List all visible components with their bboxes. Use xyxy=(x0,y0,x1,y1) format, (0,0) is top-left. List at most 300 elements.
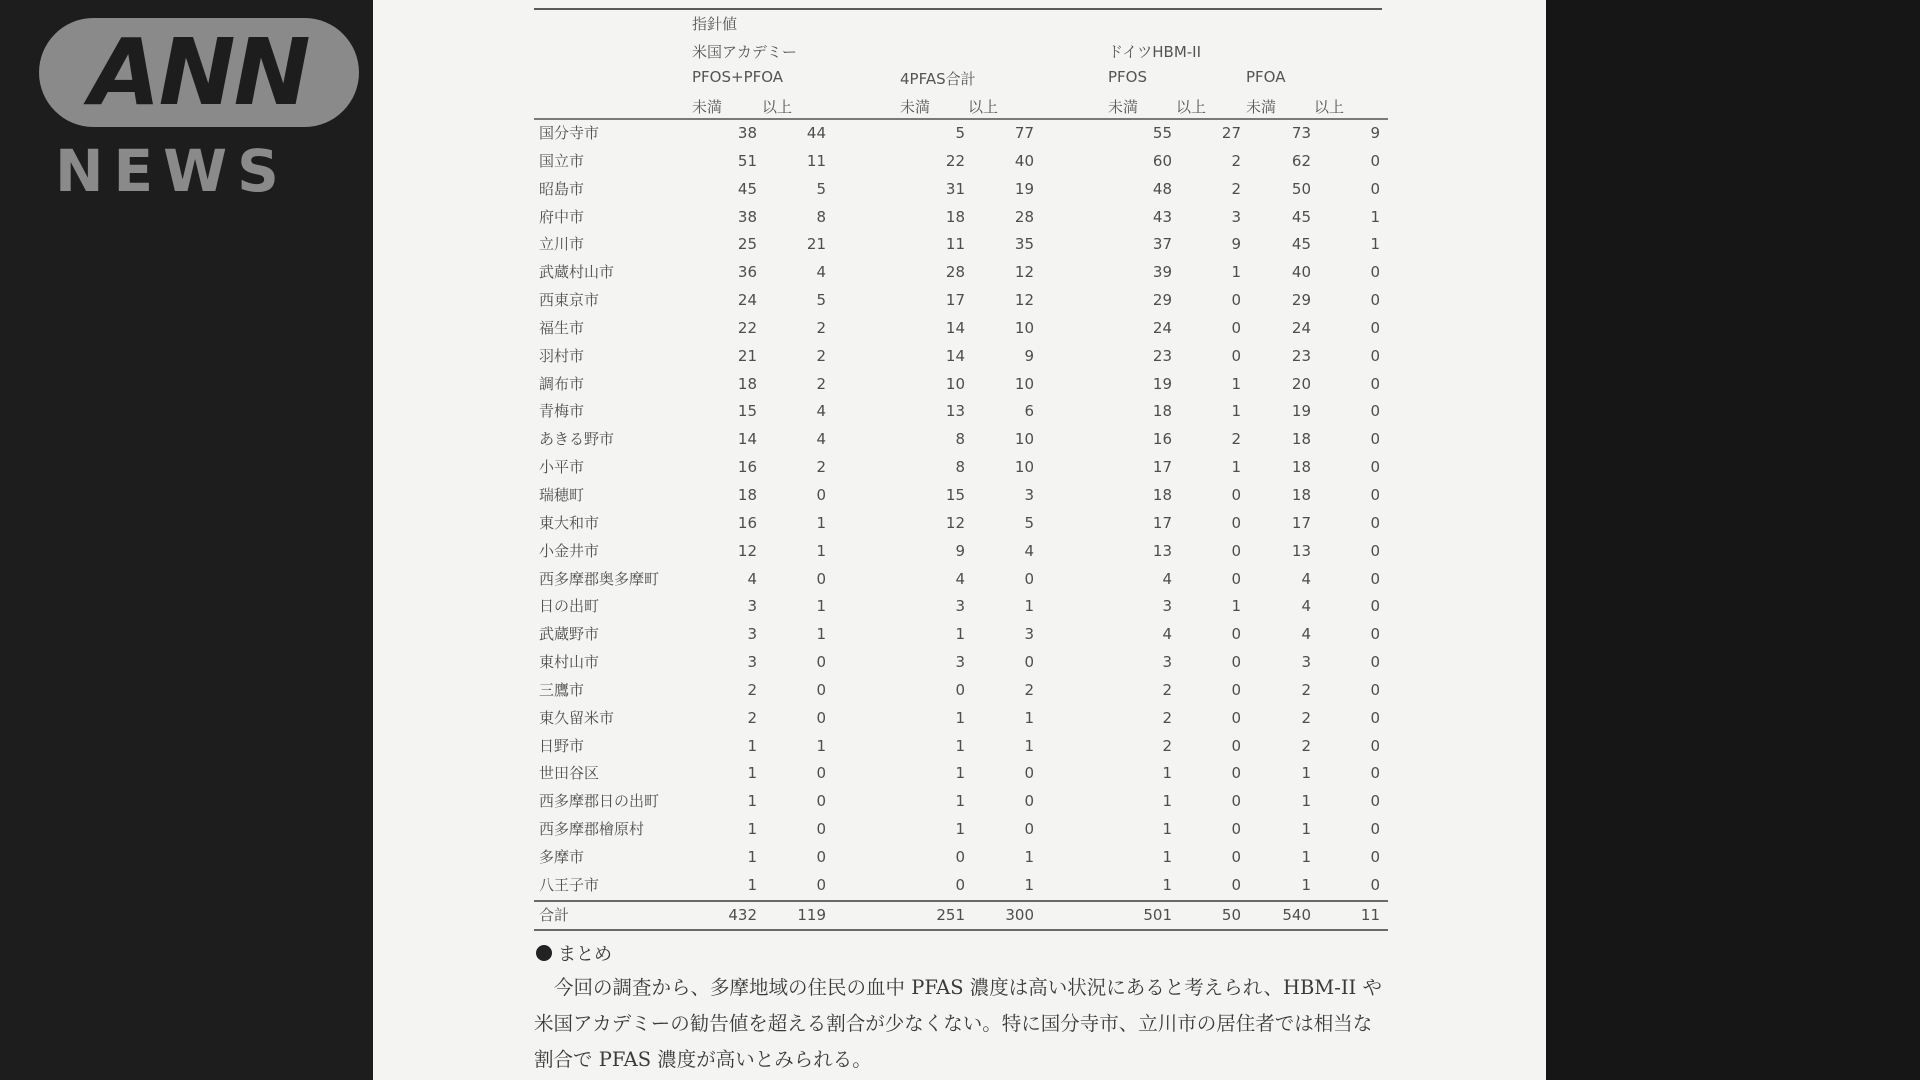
count-cell: 3 xyxy=(1162,653,1172,672)
count-cell: 39 xyxy=(1152,263,1172,282)
count-cell: 10 xyxy=(945,374,965,393)
count-cell: 5 xyxy=(816,179,826,198)
left-border xyxy=(0,0,373,1080)
count-cell: 2 xyxy=(1301,708,1311,727)
count-cell: 501 xyxy=(1042,901,1180,931)
count-cell: 1 xyxy=(747,820,757,839)
count-cell: 51 xyxy=(737,151,757,170)
count-cell: 8 xyxy=(955,458,965,477)
count-cell: 1 xyxy=(955,764,965,783)
count-cell: 0 xyxy=(816,708,826,727)
table-row xyxy=(534,760,1388,788)
count-cell: 4 xyxy=(816,263,826,282)
table-row xyxy=(534,454,1388,482)
count-cell: 432 xyxy=(684,901,765,931)
count-cell: 1 xyxy=(955,625,965,644)
count-cell: 73 xyxy=(1291,124,1311,142)
municipality-cell: 日野市 xyxy=(539,736,585,755)
count-cell: 9 xyxy=(1370,124,1380,142)
count-cell: 18 xyxy=(945,207,965,226)
count-cell: 29 xyxy=(1152,291,1172,310)
count-cell: 2 xyxy=(1024,680,1034,699)
count-cell: 2 xyxy=(816,346,826,365)
count-cell: 0 xyxy=(1370,625,1380,644)
count-cell: 8 xyxy=(955,430,965,449)
count-cell: 119 xyxy=(765,901,834,931)
count-cell: 0 xyxy=(816,485,826,504)
count-cell: 0 xyxy=(1370,764,1380,783)
table-row xyxy=(534,398,1388,426)
header-4pfas: 4PFAS合計 xyxy=(900,70,976,88)
count-cell: 19 xyxy=(1014,179,1034,198)
count-cell: 0 xyxy=(1370,485,1380,504)
document-page xyxy=(373,0,1546,1080)
count-cell: 16 xyxy=(737,458,757,477)
count-cell: 4 xyxy=(1162,625,1172,644)
table-row xyxy=(534,287,1388,315)
count-cell: 24 xyxy=(1152,318,1172,337)
count-cell: 1 xyxy=(1301,764,1311,783)
count-cell: 0 xyxy=(1370,653,1380,672)
municipality-cell: 三鷹市 xyxy=(539,680,585,699)
count-cell: 14 xyxy=(945,318,965,337)
count-cell: 1 xyxy=(1370,235,1380,254)
header-guideline: 指針値 xyxy=(692,15,738,33)
count-cell: 13 xyxy=(1291,541,1311,560)
count-cell: 0 xyxy=(1231,625,1241,644)
count-cell: 24 xyxy=(1291,318,1311,337)
header-pfoa: PFOA xyxy=(1246,68,1286,86)
count-cell: 4 xyxy=(1024,541,1034,560)
count-cell: 1 xyxy=(1024,875,1034,894)
table-row xyxy=(534,426,1388,454)
count-cell: 0 xyxy=(1370,151,1380,170)
header-over: 以上 xyxy=(1176,98,1207,116)
count-cell: 18 xyxy=(1291,430,1311,449)
count-cell: 3 xyxy=(747,597,757,616)
municipality-cell: 福生市 xyxy=(539,318,585,337)
count-cell: 251 xyxy=(834,901,973,931)
count-cell: 1 xyxy=(955,708,965,727)
count-cell: 1 xyxy=(1231,458,1241,477)
count-cell: 11 xyxy=(1319,901,1388,931)
table-total-row xyxy=(534,901,1388,931)
count-cell: 77 xyxy=(1014,124,1034,142)
count-cell: 0 xyxy=(1231,569,1241,588)
count-cell: 5 xyxy=(816,291,826,310)
count-cell: 0 xyxy=(1231,875,1241,894)
table-row xyxy=(534,593,1388,621)
count-cell: 21 xyxy=(737,346,757,365)
count-cell: 4 xyxy=(955,569,965,588)
count-cell: 9 xyxy=(1024,346,1034,365)
ann-logo-text: ANN xyxy=(89,18,309,126)
header-pfos: PFOS xyxy=(1108,68,1148,86)
ann-logo xyxy=(39,18,359,127)
count-cell: 16 xyxy=(1152,430,1172,449)
municipality-cell: あきる野市 xyxy=(539,430,615,449)
count-cell: 50 xyxy=(1180,901,1249,931)
count-cell: 1 xyxy=(1231,374,1241,393)
count-cell: 38 xyxy=(737,124,757,142)
count-cell: 1 xyxy=(747,764,757,783)
count-cell: 13 xyxy=(945,402,965,421)
count-cell: 10 xyxy=(1014,458,1034,477)
count-cell: 2 xyxy=(816,318,826,337)
header-pfos-pfoa: PFOS+PFOA xyxy=(692,68,784,86)
count-cell: 15 xyxy=(737,402,757,421)
count-cell: 1 xyxy=(816,625,826,644)
count-cell: 10 xyxy=(1014,430,1034,449)
count-cell: 40 xyxy=(1014,151,1034,170)
count-cell: 0 xyxy=(816,653,826,672)
municipality-cell: 青梅市 xyxy=(539,402,585,421)
count-cell: 0 xyxy=(1024,764,1034,783)
count-cell: 2 xyxy=(1162,680,1172,699)
count-cell: 36 xyxy=(737,263,757,282)
count-cell: 0 xyxy=(1231,764,1241,783)
municipality-cell: 日の出町 xyxy=(539,597,600,616)
header-over: 以上 xyxy=(968,98,999,116)
count-cell: 1 xyxy=(1231,597,1241,616)
count-cell: 12 xyxy=(1014,291,1034,310)
count-cell: 0 xyxy=(1370,541,1380,560)
header-over: 以上 xyxy=(1314,98,1345,116)
count-cell: 18 xyxy=(737,374,757,393)
count-cell: 0 xyxy=(1231,820,1241,839)
count-cell: 0 xyxy=(955,680,965,699)
count-cell: 55 xyxy=(1152,124,1172,142)
count-cell: 0 xyxy=(1370,680,1380,699)
bullet-dot-icon xyxy=(536,945,552,961)
count-cell: 12 xyxy=(737,541,757,560)
count-cell: 1 xyxy=(816,597,826,616)
count-cell: 37 xyxy=(1152,235,1172,254)
municipality-cell: 立川市 xyxy=(539,235,585,254)
table-row xyxy=(534,677,1388,705)
count-cell: 23 xyxy=(1152,346,1172,365)
table-row xyxy=(534,733,1388,761)
table-row xyxy=(534,510,1388,538)
count-cell: 19 xyxy=(1152,374,1172,393)
count-cell: 20 xyxy=(1291,374,1311,393)
count-cell: 2 xyxy=(1162,736,1172,755)
count-cell: 0 xyxy=(816,820,826,839)
count-cell: 2 xyxy=(1231,151,1241,170)
municipality-cell: 小平市 xyxy=(539,458,585,477)
header-under: 未満 xyxy=(1108,98,1139,116)
count-cell: 0 xyxy=(816,680,826,699)
count-cell: 9 xyxy=(1231,235,1241,254)
count-cell: 29 xyxy=(1291,291,1311,310)
count-cell: 0 xyxy=(955,847,965,866)
header-academy: 米国アカデミー xyxy=(692,43,797,61)
header-under: 未満 xyxy=(692,98,723,116)
municipality-cell: 多摩市 xyxy=(539,847,585,866)
count-cell: 6 xyxy=(1024,402,1034,421)
municipality-cell: 東大和市 xyxy=(539,513,600,532)
count-cell: 22 xyxy=(737,318,757,337)
count-cell: 1 xyxy=(955,820,965,839)
pfas-table xyxy=(534,8,1382,924)
data-table xyxy=(534,118,1388,931)
table-row xyxy=(534,538,1388,566)
count-cell: 0 xyxy=(1370,263,1380,282)
count-cell: 38 xyxy=(737,207,757,226)
count-cell: 3 xyxy=(955,653,965,672)
count-cell: 31 xyxy=(945,179,965,198)
count-cell: 10 xyxy=(1014,374,1034,393)
count-cell: 1 xyxy=(1301,792,1311,811)
count-cell: 1 xyxy=(747,792,757,811)
count-cell: 0 xyxy=(1231,708,1241,727)
municipality-cell: 調布市 xyxy=(539,374,585,393)
count-cell: 19 xyxy=(1291,402,1311,421)
count-cell: 11 xyxy=(945,235,965,254)
table-row xyxy=(534,788,1388,816)
count-cell: 2 xyxy=(1301,680,1311,699)
count-cell: 45 xyxy=(737,179,757,198)
count-cell: 0 xyxy=(1370,458,1380,477)
municipality-cell: 瑞穂町 xyxy=(539,485,585,504)
count-cell: 0 xyxy=(1370,374,1380,393)
count-cell: 0 xyxy=(1370,430,1380,449)
count-cell: 45 xyxy=(1291,207,1311,226)
table-row xyxy=(534,482,1388,510)
count-cell: 0 xyxy=(1024,653,1034,672)
count-cell: 3 xyxy=(955,597,965,616)
count-cell: 1 xyxy=(1162,764,1172,783)
municipality-cell: 国分寺市 xyxy=(539,124,600,142)
count-cell: 1 xyxy=(1162,792,1172,811)
count-cell: 4 xyxy=(1301,625,1311,644)
count-cell: 17 xyxy=(945,291,965,310)
count-cell: 0 xyxy=(816,792,826,811)
count-cell: 3 xyxy=(747,653,757,672)
count-cell: 0 xyxy=(1231,792,1241,811)
count-cell: 1 xyxy=(1301,847,1311,866)
count-cell: 2 xyxy=(1162,708,1172,727)
count-cell: 2 xyxy=(1231,430,1241,449)
municipality-cell: 世田谷区 xyxy=(539,764,600,783)
count-cell: 1 xyxy=(816,541,826,560)
count-cell: 0 xyxy=(1370,875,1380,894)
count-cell: 28 xyxy=(945,263,965,282)
count-cell: 40 xyxy=(1291,263,1311,282)
municipality-cell: 西東京市 xyxy=(539,291,600,310)
count-cell: 2 xyxy=(1301,736,1311,755)
count-cell: 1 xyxy=(816,513,826,532)
count-cell: 1 xyxy=(747,875,757,894)
count-cell: 3 xyxy=(1024,485,1034,504)
count-cell: 45 xyxy=(1291,235,1311,254)
count-cell: 0 xyxy=(1231,513,1241,532)
count-cell: 18 xyxy=(1152,485,1172,504)
count-cell: 0 xyxy=(1370,346,1380,365)
count-cell: 0 xyxy=(1231,541,1241,560)
count-cell: 2 xyxy=(816,374,826,393)
count-cell: 25 xyxy=(737,235,757,254)
header-under: 未満 xyxy=(900,98,931,116)
count-cell: 1 xyxy=(1301,820,1311,839)
count-cell: 1 xyxy=(1024,847,1034,866)
count-cell: 48 xyxy=(1152,179,1172,198)
municipality-cell: 西多摩郡檜原村 xyxy=(539,820,645,839)
count-cell: 1 xyxy=(1162,820,1172,839)
count-cell: 43 xyxy=(1152,207,1172,226)
count-cell: 0 xyxy=(955,875,965,894)
table-row xyxy=(534,872,1388,901)
count-cell: 1 xyxy=(1024,597,1034,616)
count-cell: 0 xyxy=(1231,736,1241,755)
count-cell: 24 xyxy=(737,291,757,310)
count-cell: 4 xyxy=(816,402,826,421)
table-row xyxy=(534,315,1388,343)
count-cell: 0 xyxy=(1024,792,1034,811)
count-cell: 0 xyxy=(1370,736,1380,755)
municipality-cell: 国立市 xyxy=(539,151,585,170)
table-row xyxy=(534,176,1388,204)
count-cell: 2 xyxy=(816,458,826,477)
count-cell: 17 xyxy=(1152,513,1172,532)
count-cell: 17 xyxy=(1291,513,1311,532)
count-cell: 5 xyxy=(1024,513,1034,532)
summary-title-text: まとめ xyxy=(558,944,612,965)
count-cell: 0 xyxy=(1231,680,1241,699)
count-cell: 0 xyxy=(1024,569,1034,588)
municipality-cell: 府中市 xyxy=(539,207,585,226)
count-cell: 0 xyxy=(1370,708,1380,727)
count-cell: 1 xyxy=(1370,207,1380,226)
count-cell: 18 xyxy=(1152,402,1172,421)
summary-heading xyxy=(536,940,612,966)
count-cell: 1 xyxy=(955,736,965,755)
municipality-cell: 合計 xyxy=(534,901,684,931)
count-cell: 44 xyxy=(806,124,826,142)
count-cell: 1 xyxy=(1162,875,1172,894)
count-cell: 15 xyxy=(945,485,965,504)
count-cell: 540 xyxy=(1249,901,1319,931)
count-cell: 0 xyxy=(1370,179,1380,198)
header-hbm: ドイツHBM-II xyxy=(1108,43,1202,61)
table-row xyxy=(534,371,1388,399)
count-cell: 0 xyxy=(1370,792,1380,811)
table-row xyxy=(534,343,1388,371)
table-row xyxy=(534,204,1388,232)
municipality-cell: 東村山市 xyxy=(539,653,600,672)
summary-paragraph: 今回の調査から、多摩地域の住民の血中 PFAS 濃度は高い状況にあると考えられ、HBM-II や米国アカデミーの勧告値を超える割合が少なくない。特に国分寺市、立川市の居住者では相当な割合で PFAS 濃度が高いとみられる。 xyxy=(534,976,1382,1071)
count-cell: 0 xyxy=(1370,291,1380,310)
header-under: 未満 xyxy=(1246,98,1277,116)
count-cell: 1 xyxy=(747,847,757,866)
count-cell: 50 xyxy=(1291,179,1311,198)
municipality-cell: 西多摩郡日の出町 xyxy=(539,792,660,811)
table-top-rule xyxy=(534,8,1382,10)
count-cell: 4 xyxy=(747,569,757,588)
count-cell: 0 xyxy=(1370,318,1380,337)
municipality-cell: 武蔵野市 xyxy=(539,625,600,644)
count-cell: 28 xyxy=(1014,207,1034,226)
count-cell: 1 xyxy=(816,736,826,755)
count-cell: 16 xyxy=(737,513,757,532)
count-cell: 0 xyxy=(816,875,826,894)
count-cell: 300 xyxy=(973,901,1042,931)
count-cell: 2 xyxy=(747,680,757,699)
count-cell: 18 xyxy=(737,485,757,504)
count-cell: 0 xyxy=(816,847,826,866)
count-cell: 3 xyxy=(747,625,757,644)
count-cell: 2 xyxy=(1231,179,1241,198)
count-cell: 9 xyxy=(955,541,965,560)
count-cell: 27 xyxy=(1221,124,1241,142)
count-cell: 0 xyxy=(1231,847,1241,866)
count-cell: 4 xyxy=(1301,597,1311,616)
count-cell: 35 xyxy=(1014,235,1034,254)
table-row xyxy=(534,705,1388,733)
count-cell: 8 xyxy=(816,207,826,226)
table-row xyxy=(534,231,1388,259)
table-row xyxy=(534,816,1388,844)
count-cell: 0 xyxy=(1370,820,1380,839)
table-row xyxy=(534,566,1388,594)
count-cell: 11 xyxy=(806,151,826,170)
count-cell: 17 xyxy=(1152,458,1172,477)
count-cell: 0 xyxy=(1231,318,1241,337)
municipality-cell: 羽村市 xyxy=(539,346,585,365)
count-cell: 18 xyxy=(1291,485,1311,504)
table-row xyxy=(534,148,1388,176)
count-cell: 0 xyxy=(1370,847,1380,866)
count-cell: 14 xyxy=(945,346,965,365)
count-cell: 0 xyxy=(816,764,826,783)
count-cell: 0 xyxy=(1370,569,1380,588)
news-logo-text: NEWS xyxy=(55,137,289,205)
count-cell: 1 xyxy=(1231,402,1241,421)
count-cell: 13 xyxy=(1152,541,1172,560)
count-cell: 1 xyxy=(1162,847,1172,866)
count-cell: 1 xyxy=(1231,263,1241,282)
count-cell: 1 xyxy=(1024,708,1034,727)
count-cell: 0 xyxy=(1231,346,1241,365)
count-cell: 1 xyxy=(1301,875,1311,894)
count-cell: 12 xyxy=(945,513,965,532)
table-row xyxy=(534,259,1388,287)
table-row xyxy=(534,119,1388,148)
count-cell: 1 xyxy=(955,792,965,811)
count-cell: 18 xyxy=(1291,458,1311,477)
count-cell: 21 xyxy=(806,235,826,254)
count-cell: 4 xyxy=(1301,569,1311,588)
count-cell: 5 xyxy=(955,124,965,142)
count-cell: 0 xyxy=(1370,597,1380,616)
count-cell: 14 xyxy=(737,430,757,449)
count-cell: 12 xyxy=(1014,263,1034,282)
count-cell: 0 xyxy=(816,569,826,588)
count-cell: 3 xyxy=(1301,653,1311,672)
municipality-cell: 武蔵村山市 xyxy=(539,263,615,282)
header-over: 以上 xyxy=(762,98,793,116)
count-cell: 0 xyxy=(1370,513,1380,532)
count-cell: 1 xyxy=(747,736,757,755)
count-cell: 0 xyxy=(1231,485,1241,504)
municipality-cell: 西多摩郡奥多摩町 xyxy=(539,569,660,588)
count-cell: 60 xyxy=(1152,151,1172,170)
count-cell: 4 xyxy=(1162,569,1172,588)
count-cell: 1 xyxy=(1024,736,1034,755)
municipality-cell: 小金井市 xyxy=(539,541,600,560)
right-border xyxy=(1546,0,1920,1080)
count-cell: 3 xyxy=(1162,597,1172,616)
